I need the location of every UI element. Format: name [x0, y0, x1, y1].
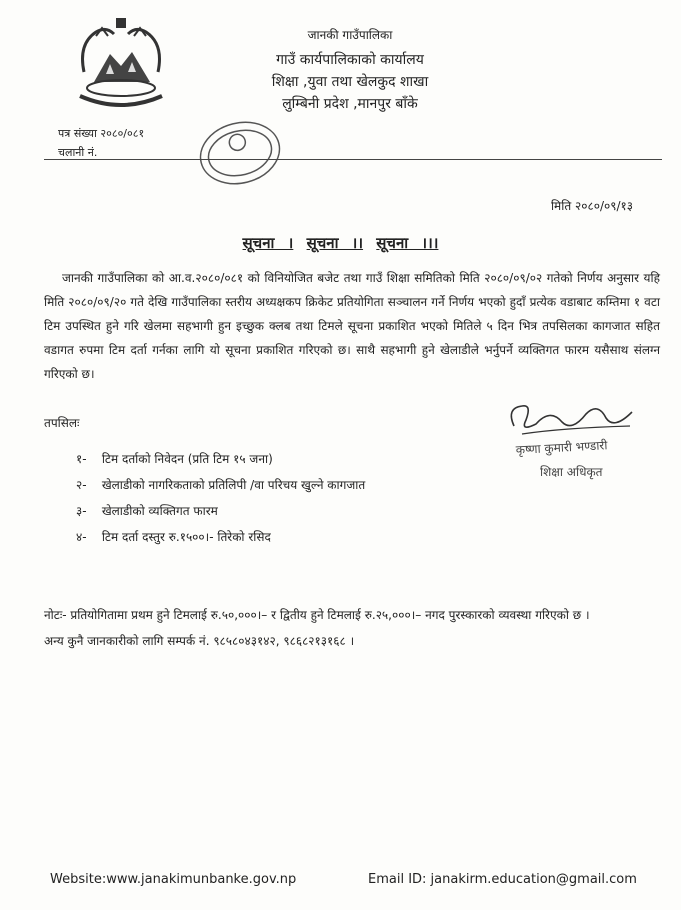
office-stamp-icon [192, 112, 288, 194]
letter-number: पत्र संख्या २०८०/०८१ [58, 127, 145, 140]
nepal-emblem-icon [66, 14, 176, 114]
letter-meta [58, 124, 144, 162]
list-item [76, 524, 365, 550]
footer-email[interactable]: Email ID: janakirm.education@gmail.com [368, 872, 637, 887]
list-item-text: टिम दर्ताको निवेदन (प्रति टिम १५ जना) [101, 452, 273, 466]
details-label: तपसिलः [44, 416, 80, 430]
list-item-text: खेलाडीको व्यक्तिगत फारम [101, 504, 218, 518]
section-name: शिक्षा ,युवा तथा खेलकुद शाखा [271, 74, 429, 90]
office-header [200, 26, 500, 115]
title-part-1: सूचना । [242, 234, 294, 252]
svg-text:शिक्षा अधिकृत: शिक्षा अधिकृत [540, 465, 603, 479]
notice-body: जानकी गाउँपालिका को आ.व.२०८०/०८१ को विनियोजित बजेट तथा गाउँ शिक्षा समितिको मिति २०८०/०९/०२ गतेको निर्णय अनुसार यहि मिति २०८०/०९/२० गते देखि गाउँपालिका स्तरीय अध्यक्षकप क्रिकेट प्रतियोगिता सञ्चालन गर्ने निर्णय भएको हुदाँ प्रत्येक वडाबाट कम्तिमा १ वटा टिम उपस्थित हुने गरि खेलमा सहभागी हुन इच्छुक क्लब तथा टिमले सूचना प्रकाशित भएको मितिले ५ दिन भित्र तपसिलका कागजात सहित वडागत रुपमा टिम दर्ता गर्नका लागि यो सूचना प्रकाशित गरिएको छ। साथै सहभागी हुने खेलाडीले भर्नुपर्ने व्यक्तिगत फारम यसैसाथ संलग्न गरिएको छ। [44, 271, 660, 381]
notice-date: मिति २०८०/०९/१३ [550, 199, 633, 213]
list-item-number: ४- [76, 530, 87, 544]
office-name: गाउँ कार्यपालिकाको कार्यालय [276, 52, 424, 68]
province-address: लुम्बिनी प्रदेश ,मानपुर बाँके [282, 96, 418, 112]
list-item [76, 472, 365, 498]
title-part-2: सूचना ।। [306, 234, 364, 252]
document-list [76, 446, 365, 550]
list-item-text: टिम दर्ता दस्तुर रु.१५००।- तिरेको रसिद [101, 530, 271, 544]
header-divider [44, 159, 662, 160]
list-item-number: ३- [76, 504, 87, 518]
signature-icon [502, 398, 652, 484]
footer-website[interactable]: Website:www.janakimunbanke.gov.np [50, 872, 297, 887]
prize-note: नोटः- प्रतियोगितामा प्रथम हुने टिमलाई रु.५०,०००।– र द्वितीय हुने टिमलाई रु.२५,०००।– नगद पुरस्कारको व्यवस्था गरिएको छ । [44, 608, 590, 622]
contact-note: अन्य कुनै जानकारीको लागि सम्पर्क नं. ९८५८०४३१४२, ९८६८२१३१६८ । [44, 634, 355, 648]
svg-text:कृष्णा कुमारी भण्डारी: कृष्णा कुमारी भण्डारी [515, 438, 608, 457]
title-part-3: सूचना ।।। [376, 234, 439, 252]
notice-title [0, 233, 681, 253]
list-item-number: १- [76, 452, 87, 466]
list-item-number: २- [76, 478, 87, 492]
list-item [76, 498, 365, 524]
list-item [76, 446, 365, 472]
dispatch-number: चलानी नं. [58, 146, 98, 159]
municipality-name: जानकी गाउँपालिका [307, 28, 393, 42]
notice-note [44, 602, 664, 654]
list-item-text: खेलाडीको नागरिकताको प्रतिलिपी /वा परिचय खुल्ने कागजात [101, 478, 366, 492]
